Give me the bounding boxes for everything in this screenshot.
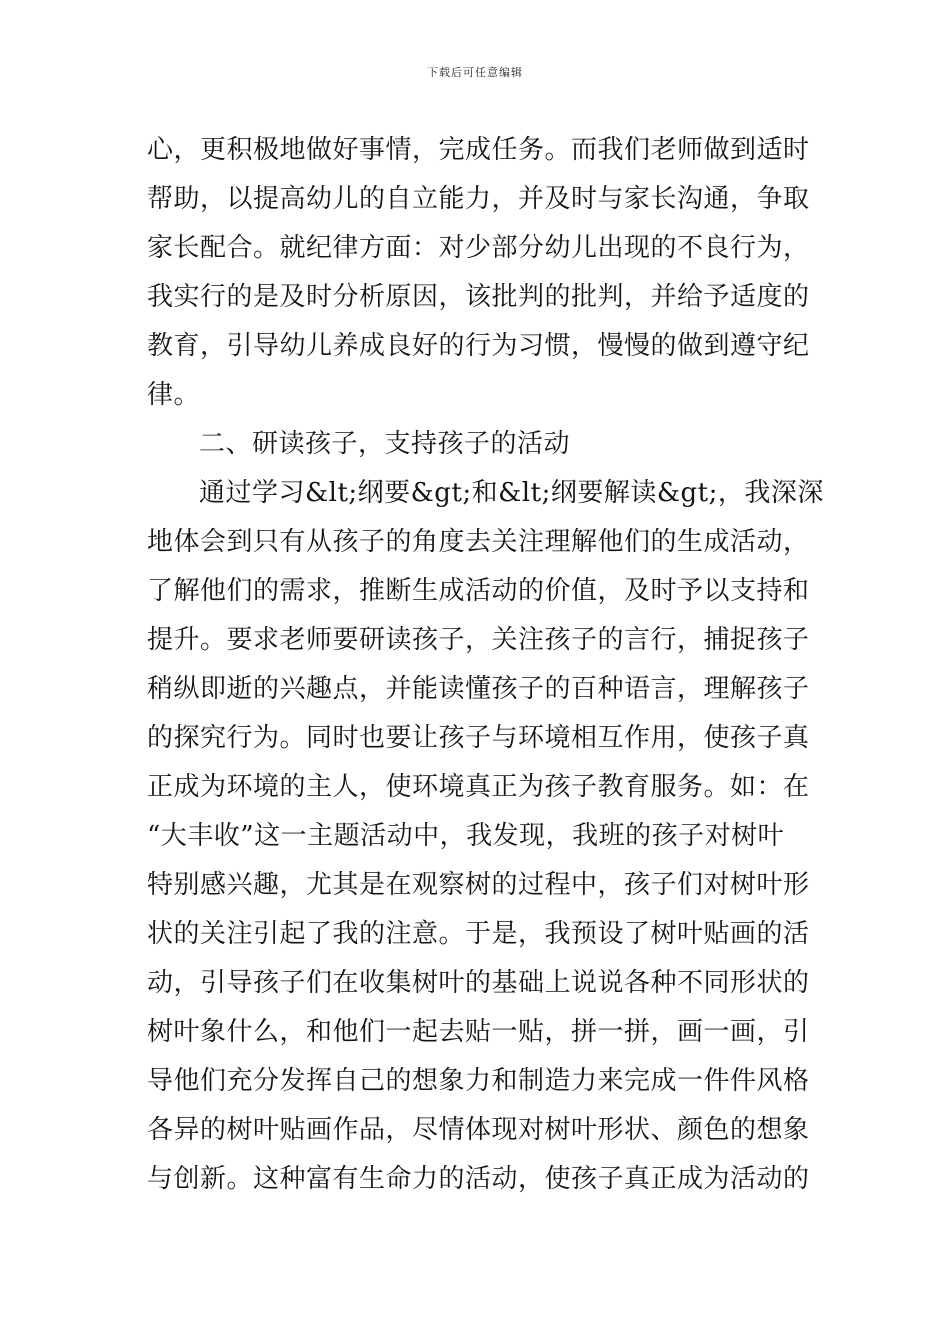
- text-line: 稍纵即逝的兴趣点，并能读懂孩子的百种语言，理解孩子: [147, 674, 810, 704]
- text-line: 与创新。这种富有生命力的活动，使孩子真正成为活动的: [147, 1164, 810, 1194]
- text-line: 导他们充分发挥自己的想象力和制造力来完成一件件风格: [147, 1066, 810, 1096]
- text-line: 动，引导孩子们在收集树叶的基础上说说各种不同形状的: [147, 968, 810, 998]
- text-line: 的探究行为。同时也要让孩子与环境相互作用，使孩子真: [147, 723, 810, 753]
- text-line: 状的关注引起了我的注意。于是，我预设了树叶贴画的活: [147, 919, 810, 949]
- text-line: 教育，引导幼儿养成良好的行为习惯，慢慢的做到遵守纪: [147, 331, 810, 361]
- section-heading: 二、研读孩子，支持孩子的活动: [199, 429, 571, 459]
- text-line: 树叶象什么，和他们一起去贴一贴，拼一拼，画一画，引: [147, 1017, 810, 1047]
- paragraph-first-line: 通过学习&lt;纲要&gt;和&lt;纲要解读&gt;，我深深: [199, 478, 824, 508]
- text-line: 帮助，以提高幼儿的自立能力，并及时与家长沟通，争取: [147, 184, 810, 214]
- body-text: [147, 126, 824, 1204]
- text-line: 各异的树叶贴画作品，尽情体现对树叶形状、颜色的想象: [147, 1115, 810, 1145]
- page-header-note: 下载后可任意编辑: [427, 66, 523, 79]
- text-line: “大丰收”这一主题活动中，我发现，我班的孩子对树叶: [147, 821, 785, 851]
- text-line: 律。: [147, 380, 201, 410]
- text-line: 心，更积极地做好事情，完成任务。而我们老师做到适时: [147, 135, 810, 165]
- text-line: 家长配合。就纪律方面：对少部分幼儿出现的不良行为，: [147, 233, 810, 263]
- text-line: 地体会到只有从孩子的角度去关注理解他们的生成活动，: [147, 527, 810, 557]
- text-line: 了解他们的需求，推断生成活动的价值，及时予以支持和: [147, 576, 810, 606]
- text-line: 正成为环境的主人，使环境真正为孩子教育服务。如：在: [147, 772, 810, 802]
- text-line: 我实行的是及时分析原因，该批判的批判，并给予适度的: [147, 282, 810, 312]
- text-line: 特别感兴趣，尤其是在观察树的过程中，孩子们对树叶形: [147, 870, 810, 900]
- text-line: 提升。要求老师要研读孩子，关注孩子的言行，捕捉孩子: [147, 625, 810, 655]
